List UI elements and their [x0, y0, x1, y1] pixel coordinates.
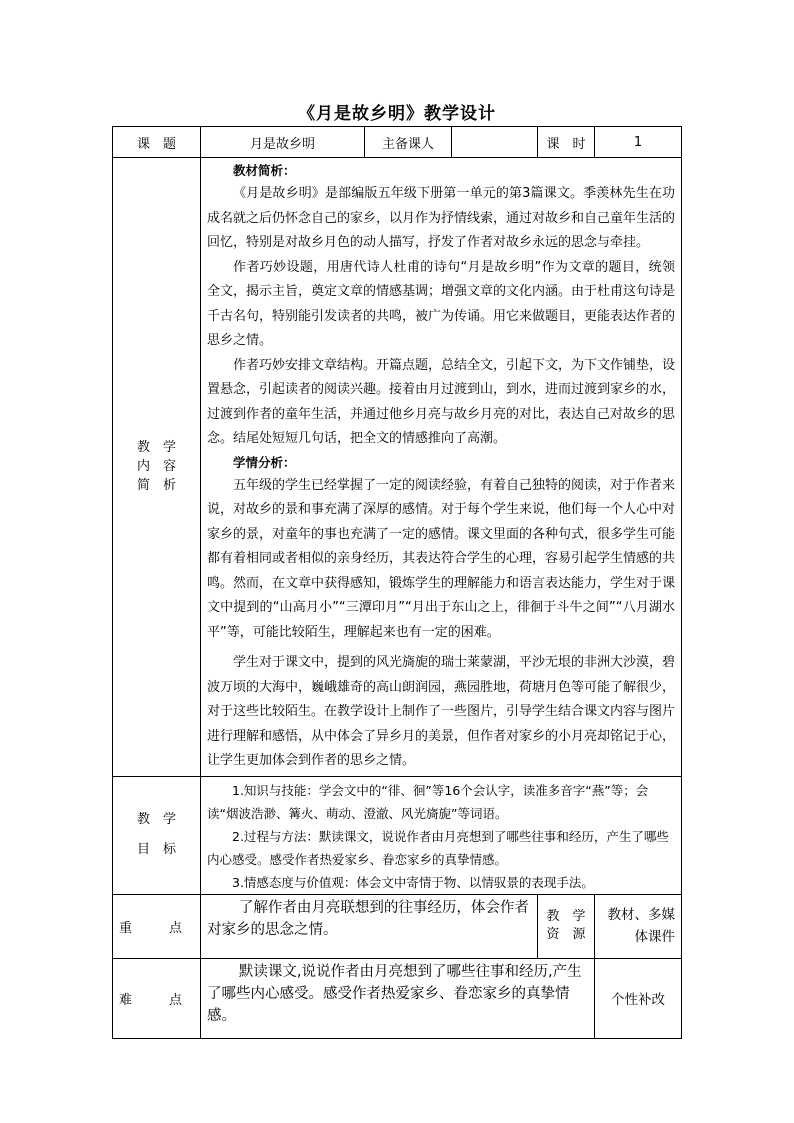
goals-label	[113, 776, 201, 894]
analysis-label-line1: 教 学	[136, 440, 176, 456]
key-points-content	[201, 894, 538, 958]
topic-value: 月是故乡明	[201, 127, 365, 158]
students-heading: 学情分析：	[233, 454, 296, 470]
difficulties-note: 个性补改	[595, 958, 682, 1038]
goals-row	[113, 776, 682, 894]
material-paragraph: 作者巧妙安排文章结构。开篇点题，总结全文，引起下文，为下文作铺垫，设置悬念，引起读者的阅读兴趣。接着由月过渡到山，到水，进而过渡到家乡的水，过渡到作者的童年生活，并通过他乡月亮与故乡月亮的对比，表达自己对故乡的思念。结尾处短短几句话，把全文的情感推向了高潮。	[207, 357, 676, 446]
analysis-label-line3: 简 析	[136, 478, 176, 494]
topic-label: 课 题	[113, 127, 201, 158]
preparer-label: 主备课人	[365, 127, 452, 158]
students-paragraph: 学生对于课文中，提到的风光旖旎的瑞士莱蒙湖，平沙无垠的非洲大沙漠，碧波万顷的大海中，巍峨雄奇的高山朗润园，燕园胜地，荷塘月色等可能了解很少，对于这些比较陌生。在教学设计上制作了一些图片，引导学生结合课文内容与图片进行理解和感悟，从中体会了异乡月的美景，但作者对家乡的小月亮却铭记于心，让学生更加体会到作者的思乡之情。	[207, 655, 676, 768]
resources-value: 教材、多媒体课件	[595, 894, 682, 958]
material-paragraph: 《月是故乡明》是部编版五年级下册第一单元的第3篇课文。季羡林先生在功成名就之后仍怀念自己的家乡，以月作为抒情线索，通过对故乡和自己童年生活的回忆，特别是对故乡月色的动人描写，抒发了作者对故乡永远的思念与牵挂。	[207, 186, 676, 250]
analysis-label	[113, 158, 201, 777]
difficulties-label: 难 点	[113, 958, 201, 1038]
resources-label-line2: 资 源	[546, 927, 586, 942]
analysis-row	[113, 158, 682, 777]
goals-label-line1: 教 学	[136, 812, 176, 827]
resources-label-line1: 教 学	[546, 909, 586, 924]
difficulties-content	[201, 958, 595, 1038]
key-points-label: 重 点	[113, 894, 201, 958]
goal-item: 3.情感态度与价值观：体会文中寄情于物、以情驭景的表现手法。	[232, 874, 594, 890]
goal-item: 2.过程与方法：默读课文，说说作者由月亮想到了哪些往事和经历，产生了哪些内心感受。感受作者热爱家乡、眷恋家乡的真挚情感。	[207, 828, 669, 867]
difficulties-row	[113, 958, 682, 1038]
resources-label	[538, 894, 595, 958]
key-points-row	[113, 894, 682, 958]
material-heading: 教材简析：	[233, 163, 296, 178]
class-hours-value: 1	[595, 127, 682, 158]
document-title: 《月是故乡明》教学设计	[298, 104, 496, 124]
analysis-label-line2: 内 容	[136, 459, 176, 475]
lesson-plan-table	[112, 126, 682, 1039]
goals-content	[201, 776, 682, 894]
students-paragraph: 五年级的学生已经掌握了一定的阅读经验，有着自己独特的阅读，对于作者来说，对故乡的景和事充满了深厚的感情。对于每个学生来说，他们每一个人心中对家乡的景，对童年的事也充满了一定的感情。课文里面的各种句式，很多学生可能都有着相同或者相似的亲身经历，其表达符合学生的心理，容易引起学生情感的共鸣。然而，在文章中获得感知，锻炼学生的理解能力和语言表达能力，学生对于课文中提到的“山高月小”“三潭印月”“月出于东山之上，徘徊于斗牛之间”“八月湖水平”等，可能比较陌生，理解起来也有一定的困难。	[207, 477, 676, 640]
class-hours-label: 课 时	[538, 127, 595, 158]
header-row	[113, 127, 682, 158]
material-paragraph: 作者巧妙设题，用唐代诗人杜甫的诗句“月是故乡明”作为文章的题目，统领全文，揭示主旨，奠定文章的情感基调；增强文章的文化内涵。由于杜甫这句诗是千古名句，特别能引发读者的共鸣，被广为传诵。用它来做题目，更能表达作者的思乡之情。	[207, 259, 676, 348]
analysis-content	[201, 158, 682, 777]
preparer-value	[452, 127, 538, 158]
difficulties-text: 默读课文,说说作者由月亮想到了哪些往事和经历,产生了哪些内心感受。感受作者热爱家乡、眷恋家乡的真挚情感。	[207, 963, 582, 1024]
key-points-text: 了解作者由月亮联想到的往事经历，体会作者对家乡的思念之情。	[207, 899, 529, 938]
goals-label-line2: 目 标	[136, 842, 176, 857]
goal-item: 1.知识与技能：学会文中的“徘、徊”等16个会认字，读准多音字“燕”等；会读“烟波浩渺、篝火、萌动、澄澈、风光旖旎”等词语。	[207, 782, 649, 821]
